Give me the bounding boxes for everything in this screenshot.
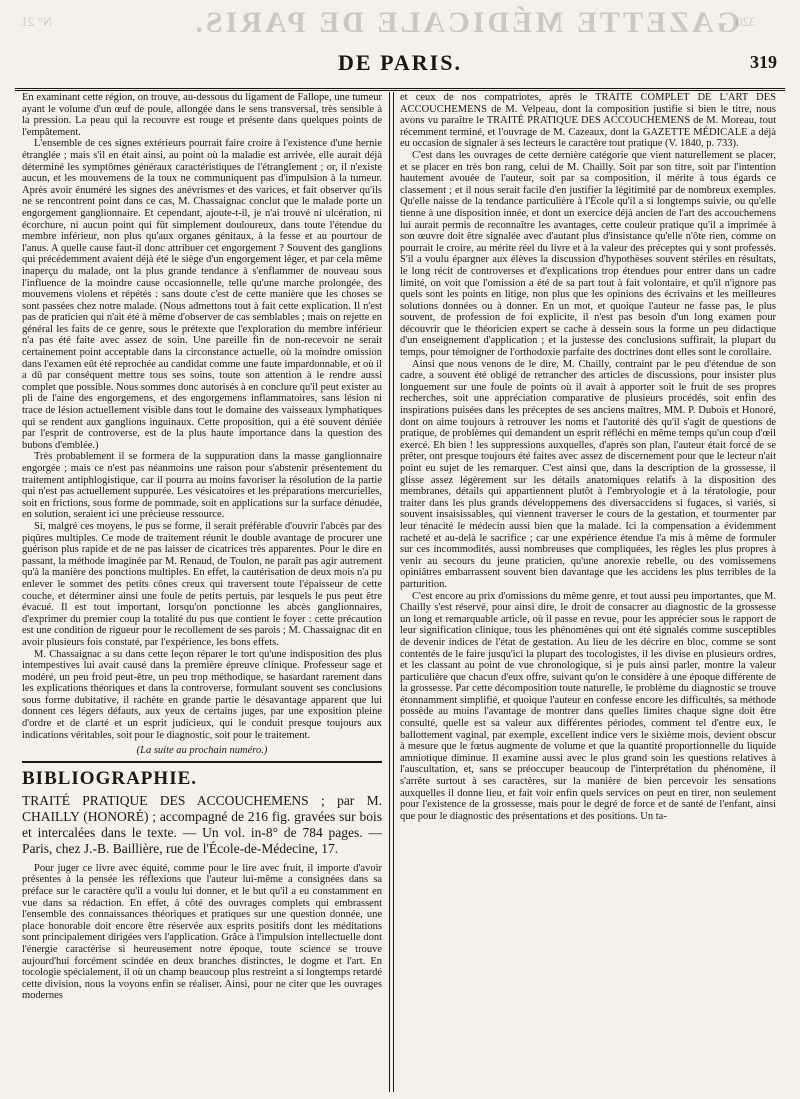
bleed-through-title: GAZETTE MÉDICALE DE PARIS. — [192, 6, 740, 39]
article-paragraph: C'est encore au prix d'omissions du même genre, et tout aussi peu importantes, que M. Chailly s'est réservé, pour ainsi dire, le droit de consacrer au diagnostic de la grossesse un long et remarquable article, où il passe en revue, pour les apprécier sous le rapport de leur signification clinique, tous les phénomènes qui ont été signalés comme susceptibles de devenir indices de l'état de gestation. Au lieu de les décrire en bloc, comme se sont contentés de le faire jusqu'ici la plupart des tocologistes, il les divise en plusieurs ordres, et les classant au point de vue chronologique, si je puis ainsi parler, montre la valeur particulière que chacun d'eux offre, suivant qu'on le considère à une époque différente de la grossesse. Par cette décomposition toute naturelle, le problème du diagnostic se trouve étonnamment simplifié, et quoique l'auteur en confesse encore les difficultés, sa méthode possède au moins l'avantage de montrer dans quelles limites chaque signe doit être consulté, quelle est sa valeur aux différentes périodes, comment tel d'entre eux, le ballottement vaginal, par exemple, excellent indice vers le sixième mois, devient obscur à mesure que le fœtus augmente de volume et que la quantité proportionnelle du liquide amniotique diminue. Il examine aussi avec le plus grand soin les questions relatives à l'auscultation, et, sans se préoccuper beaucoup de l'interprétation du phénomène, il s'arrête surtout à ses caractères, sur la manière de bien percevoir les sensations auxquelles il donne lieu, et fait voir enfin quels services on peut en tirer, non seulement pour l'existence de la grossesse, mais pour le degré de force et de santé de l'enfant, ainsi que pour le diagnostic des présentations et des positions. Un ta- — [400, 590, 776, 822]
bleed-issue-number: N° 21. — [18, 14, 53, 29]
section-rule — [22, 761, 382, 763]
page-title: DE PARIS. — [338, 50, 462, 75]
article-paragraph: Ainsi que nous venons de le dire, M. Chailly, contraint par le peu d'étendue de son cadre, a souvent été obligé de retrancher des articles de discussions, pour insister plus longuement sur une foule de points où il avait à apporter soit le fruit de ses propres recherches, soit une appréciation comparative de plusieurs procédés, soit enfin des inspirations puisées dans les préceptes de ses anciens maîtres, MM. P. Dubois et Honoré, dont on aime toujours à retrouver les noms et l'autorité dès qu'il s'agit de questions de pratique, de problèmes qui demandent un esprit réfléchi en même temps qu'un coup d'œil exercé. Eh bien ! les suppressions auxquelles, d'après son plan, l'auteur était forcé de se prêter, ont presque toujours été faites avec assez de discernement pour que le lecteur n'ait point eu sujet de les remarquer. C'est ainsi que, dans la description de la grossesse, il glisse assez légèrement sur les détails anatomiques relatifs à la disposition des membranes, détails qui appartiennent plutôt à l'embryologie et à la tératologie, pour traiter dans les plus grands développemens des diversaccidens si fugaces, si variés, si souvent insaisissables, qui viennent traverser le cours de la gestation, et tourmenter par leur ténacité le médecin aussi bien que la malade. Ici la compensation a évidemment racheté et au-delà le sacrifice ; car une expérience étendue l'a mis à même de formuler sur ces incommodités, aussi nombreuses que compliquées, les règles les plus propres à venir au secours du jeune praticien, qu'une anorexie rebelle, ou des vomissemens opiniâtres embarrassent souvent bien davantage que les accidens les plus terribles de la parturition. — [400, 358, 776, 590]
bibliography-heading: BIBLIOGRAPHIE. — [22, 767, 198, 789]
article-paragraph: C'est dans les ouvrages de cette dernière catégorie que vient naturellement se placer, et se placer en très bon rang, celui de M. Chailly. Soit par son titre, soit par l'intention hautement avouée de l'auteur, soit par sa composition, il mérite à tous égards ce classement ; et il nous serait facile d'en justifier la légitimité par de nombreux exemples. Qu'elle naisse de la tendance particulière à l'École qu'il a si longtemps suivie, ou qu'elle tienne à une disposition innée, et dont un exercice déjà ancien de l'art des accouchemens lui aurait permis de reconnaître les avantages, cette couleur pratique qu'il a imprimée à son œuvre doit être signalée avec d'autant plus d'insistance qu'elle n'ôte rien, comme on pourrait le croire, au mérite réel du livre et à la valeur des préceptes qui y sont professés. S'il a voulu épargner aux élèves la discussion d'hypothèses souvent stériles en résultats, le long récit de controverses et d'explications trop étendues pour entrer dans un cadre limité, on voit que l'omission a été de sa part tout à fait volontaire, et qu'il n'ignore pas quels sont les points en litige, non plus que les opinions des écrivains et les meilleures solutions données ou à donner. En un mot, et quoique l'auteur ne fasse pas, le plus souvent, de profession de foi explicite, il n'est pas besoin d'un long examen pour découvrir que le théoricien expert se cache à dessein sous la forme un peu didactique d'un enseignement d'application ; et la justesse des conclusions suffirait, la plupart du temps, pour témoigner de l'orthodoxie parfaite des doctrines dont elles sont le corollaire. — [400, 149, 776, 359]
right-column — [400, 92, 776, 1092]
article-paragraph: Si, malgré ces moyens, le pus se forme, il serait préférable d'ouvrir l'abcès par des piqûres multiples. Ce mode de traitement réunit le double avantage de procurer une guérison plus rapide et de ne pas laisser de cicatrices très apparentes. Pour le dire en passant, la méthode imaginée par M. Renaud, de Toulon, ne paraît pas agir autrement qu'à la manière des ponctions multiples. En effet, la cautérisation de deux mois n'a pu enlever le sommet des petits cônes creux qui traversent toute l'épaisseur de cette couche, et déterminer ainsi une foule de petits pertuis, par lesquels le pus peut être évacué. Il est tout important, lorsqu'on ponctionne les abcès ganglionnaires, d'exprimer du premier coup la totalité du pus que contient le foyer : cette précaution est une condition de rigueur pour le recollement de ses parois ; M. Chassaignac dit en avoir plusieurs fois constaté, par l'expérience, les bons effets. — [22, 520, 382, 648]
bibliography-paragraph: Pour juger ce livre avec équité, comme pour le lire avec fruit, il importe d'avoir présentes à la pensée les réflexions que l'auteur lui-même a consignées dans sa préface sur le caractère qu'il a voulu lui donner, et le but qu'il a eu constamment en vue dans sa rédaction. En effet, à côté des ouvrages complets qui embrassent l'ensemble des connaissances théoriques et pratiques sur une question donnée, une place honorable doit encore être réservée aux esprits positifs dont les méditations sont principalement dirigées vers l'application. Grâce à l'impulsion intellectuelle dont l'énergie caractérise si heureusement notre époque, toute science se trouve aujourd'hui forcément scindée en deux branches distinctes, le dogme et l'art. En tocologie spécialement, il où un champ beaucoup plus restreint a si longtemps retardé cette division, nous la voyons enfin se réaliser. Ainsi, pour ne citer que les ouvrages modernes — [22, 862, 382, 1002]
article-paragraph: En examinant cette région, on trouve, au-dessous du ligament de Fallope, une tumeur ayant le volume d'un œuf de poule, allongée dans le sens transversal, très sensible à la pression. La peau qui la recouvre est rouge et présente dans quelques points de l'empâtement. — [22, 92, 382, 138]
bleed-page-number: 320 — [735, 14, 755, 29]
left-column — [22, 92, 382, 1092]
article-paragraph: M. Chassaignac a su dans cette leçon réparer le tort qu'une indisposition des plus intempestives lui avait causé dans la première épreuve clinique. Professeur sage et modéré, un peu froid peut-être, un peu trop méthodique, se hasardant rarement dans les explications théoriques et dans la controverse, formulant souvent ses conclusions sous forme dubitative, il rachète en grande partie le désavantage apparent que lui donnent ces légers défauts, aux yeux de certains juges, par une exposition pleine d'ordre et de clarté et un esprit judicieux, qui le conduit presque toujours aux indications véritables, soit pour le diagnostic, soit pour le traitement. — [22, 648, 382, 741]
article-paragraph: Très probablement il se formera de la suppuration dans la masse ganglionnaire engorgée ; mais ce n'est pas néanmoins une raison pour s'abstenir présentement du traitement antiphlogistique, car il pourra au moins favoriser la résolution de la partie qui n'est pas actuellement suppurée. Les vésicatoires et les préparations mercurielles, soit en frictions, sous forme de pommade, soit en applications sur la surface dénudée, en solution, seraient ici une précieuse ressource. — [22, 451, 382, 521]
continued-note: (La suite au prochain numéro.) — [136, 745, 268, 757]
bibliography-entry: TRAITÉ PRATIQUE DES ACCOUCHEMENS ; par M. CHAILLY (HONORÉ) ; accompagné de 216 fig. gravées sur bois et intercalées dans le texte. — Un vol. in-8° de 784 pages. — Paris, chez J.-B. Baillière, rue de l'École-de-Médecine, 17. — [22, 792, 382, 856]
column-divider — [389, 92, 394, 1092]
page-header — [15, 48, 785, 91]
page-number: 319 — [750, 52, 777, 72]
article-paragraph: et ceux de nos compatriotes, après le TRAITÉ COMPLET DE L'ART DES ACCOUCHEMENS de M. Velpeau, dont la composition justifie si bien le titre, nous avons vu paraître le TRAITÉ PRATIQUE DES ACCOUCHEMENS de M. Moreau, tout récemment terminé, et l'ouvrage de M. Cazeaux, dont la GAZETTE MÉDICALE a déjà eu occasion de signaler à ses lecteurs le caractère tout pratique (V. 1840, p. 733). — [400, 92, 776, 150]
article-paragraph: L'ensemble de ces signes extérieurs pourrait faire croire à l'existence d'une hernie étranglée ; mais s'il en était ainsi, au point où la maladie est arrivée, elle aurait déjà déterminé les symptômes généraux caractéristiques de l'étranglement ; or, il n'existe aucun, et les mouvemens de la toux ne communiquent pas d'impulsion à la tumeur. Après avoir énuméré les signes des anévrismes et des varices, et fait observer qu'ils ne se rencontrent point dans ce cas, M. Chassaignac conclut que le malade porte un engorgement ganglionnaire. Et cependant, ajoute-t-il, je n'ai trouvé ni ulcération, ni écorchure, ni aucun point qui fût simplement douloureux, dans toute l'étendue du membre inférieur, non plus qu'aux organes génitaux, à la fesse et au pourtour de l'anus. A quelle cause faut-il donc attribuer cet engorgement ? Souvent des ganglions qui précédemment avaient déjà été le siège d'un engorgement léger, et par cela même inaperçu du malade, ont la plus grande tendance à s'enflammer de nouveau sous l'influence de la moindre cause occasionnelle, telle qu'une marche prolongée, des mouvemens violens et répétés : sans doute c'est de cette manière que les choses se sont passées chez notre malade. (Nous admettons tout à fait cette explication. Il n'est pas de praticien qui n'ait été à même d'observer de cas semblables ; mais on rejette en général les faits de ce genre, sous le prétexte que l'exploration du membre inférieur n'a pas été faite avec assez de soin. Une pareille fin de non-recevoir ne serait certainement point acceptable dans la circonstance actuelle, où la moindre omission dans l'examen eût été reprochée au candidat comme une faute impardonnable, et où il a dû par conséquent mettre tous ses soins, toute son attention à le rendre aussi complet que possible. Nous sommes donc autorisés à en conclure qu'il peut exister au pli de l'aine des engorgemens, et des engorgemens inflammatoires, sans lésion ni trace de lésion actuellement visible dans tout le domaine des vaisseaux lymphatiques qui se rendent aux ganglions inguinaux. Cette proposition, qui a été souvent déniée par l'esprit de controverse, est de la plus haute importance dans la question des bubons d'emblée.) — [22, 138, 382, 451]
